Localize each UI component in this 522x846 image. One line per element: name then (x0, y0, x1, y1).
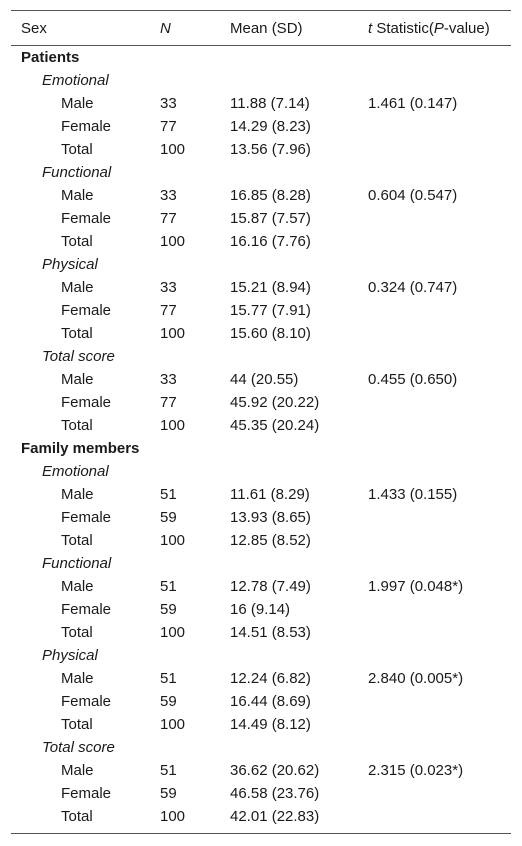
mean-sd-cell: 45.35 (20.24) (230, 417, 320, 434)
n-cell: 100 (160, 808, 186, 825)
mean-sd-cell: 42.01 (22.83) (230, 808, 320, 825)
n-cell: 100 (160, 532, 186, 549)
n-cell: 51 (160, 670, 177, 687)
table-row (11, 759, 511, 782)
sex-cell: Total (61, 325, 93, 342)
mean-sd-cell: 13.56 (7.96) (230, 141, 311, 158)
sex-cell: Female (61, 302, 112, 319)
table-bottom-rule (11, 833, 511, 834)
header-t-end: -value) (443, 20, 490, 37)
table-row (11, 115, 511, 138)
n-cell: 100 (160, 233, 186, 250)
mean-sd-cell: 13.93 (8.65) (230, 509, 311, 526)
table-header-row (11, 17, 511, 40)
n-cell: 33 (160, 95, 177, 112)
domain-row (11, 644, 511, 667)
table-row (11, 598, 511, 621)
n-cell: 59 (160, 785, 177, 802)
sex-cell: Female (61, 394, 112, 411)
domain-row (11, 345, 511, 368)
table-row (11, 184, 511, 207)
mean-sd-cell: 36.62 (20.62) (230, 762, 320, 779)
sex-cell: Male (61, 762, 94, 779)
n-cell: 59 (160, 509, 177, 526)
group-label: Patients (21, 49, 80, 66)
sex-cell: Male (61, 187, 94, 204)
n-cell: 59 (160, 601, 177, 618)
table-top-rule (11, 10, 511, 11)
header-t-italic: t (368, 20, 373, 37)
domain-label: Emotional (42, 72, 109, 89)
sex-cell: Total (61, 233, 93, 250)
sex-cell: Female (61, 693, 112, 710)
mean-sd-cell: 15.21 (8.94) (230, 279, 311, 296)
sex-cell: Female (61, 118, 112, 135)
sex-cell: Female (61, 210, 112, 227)
table-row (11, 322, 511, 345)
domain-label: Emotional (42, 463, 109, 480)
domain-label: Physical (42, 647, 98, 664)
table-row (11, 782, 511, 805)
t-statistic-cell: 0.604 (0.547) (368, 187, 458, 204)
table-row (11, 230, 511, 253)
mean-sd-cell: 16.44 (8.69) (230, 693, 311, 710)
n-cell: 77 (160, 118, 177, 135)
table-row (11, 299, 511, 322)
table-row (11, 276, 511, 299)
sex-cell: Male (61, 670, 94, 687)
mean-sd-cell: 12.24 (6.82) (230, 670, 311, 687)
sex-cell: Male (61, 486, 94, 503)
sex-cell: Total (61, 417, 93, 434)
sex-cell: Total (61, 141, 93, 158)
domain-row (11, 253, 511, 276)
mean-sd-cell: 16.85 (8.28) (230, 187, 311, 204)
mean-sd-cell: 11.88 (7.14) (230, 95, 310, 112)
domain-label: Functional (42, 555, 112, 572)
table-row (11, 667, 511, 690)
n-cell: 59 (160, 693, 177, 710)
mean-sd-cell: 14.29 (8.23) (230, 118, 311, 135)
sex-cell: Total (61, 716, 93, 733)
t-statistic-cell: 0.324 (0.747) (368, 279, 458, 296)
domain-row (11, 460, 511, 483)
sex-cell: Female (61, 785, 112, 802)
sex-cell: Male (61, 371, 94, 388)
mean-sd-cell: 15.77 (7.91) (230, 302, 311, 319)
mean-sd-cell: 14.51 (8.53) (230, 624, 311, 641)
n-cell: 100 (160, 716, 186, 733)
domain-label: Total score (42, 348, 115, 365)
header-t-statistic (368, 17, 490, 40)
mean-sd-cell: 16.16 (7.76) (230, 233, 311, 250)
n-cell: 77 (160, 394, 177, 411)
n-cell: 33 (160, 279, 177, 296)
sex-cell: Female (61, 601, 112, 618)
table-row (11, 138, 511, 161)
group-label: Family members (21, 440, 140, 457)
n-cell: 77 (160, 302, 177, 319)
n-cell: 33 (160, 371, 177, 388)
domain-row (11, 552, 511, 575)
mean-sd-cell: 11.61 (8.29) (230, 486, 310, 503)
n-cell: 100 (160, 624, 186, 641)
sex-cell: Male (61, 95, 94, 112)
domain-label: Physical (42, 256, 98, 273)
table-row (11, 368, 511, 391)
n-cell: 100 (160, 141, 186, 158)
n-cell: 100 (160, 417, 186, 434)
domain-row (11, 736, 511, 759)
sex-cell: Male (61, 279, 94, 296)
mean-sd-cell: 12.78 (7.49) (230, 578, 311, 595)
n-cell: 77 (160, 210, 177, 227)
mean-sd-cell: 44 (20.55) (230, 371, 299, 388)
n-cell: 51 (160, 762, 177, 779)
t-statistic-cell: 1.461 (0.147) (368, 95, 458, 112)
header-sex: Sex (21, 20, 47, 37)
sex-cell: Total (61, 808, 93, 825)
table-row (11, 690, 511, 713)
group-row (11, 46, 511, 69)
mean-sd-cell: 12.85 (8.52) (230, 532, 311, 549)
t-statistic-cell: 2.840 (0.005*) (368, 670, 464, 687)
group-row (11, 437, 511, 460)
table-row (11, 92, 511, 115)
domain-row (11, 161, 511, 184)
header-t-mid: Statistic( (372, 20, 434, 37)
n-cell: 100 (160, 325, 186, 342)
mean-sd-cell: 15.60 (8.10) (230, 325, 311, 342)
domain-label: Total score (42, 739, 115, 756)
table-row (11, 805, 511, 828)
sex-cell: Total (61, 532, 93, 549)
t-statistic-cell: 1.997 (0.048*) (368, 578, 464, 595)
n-cell: 51 (160, 578, 177, 595)
header-mean-sd: Mean (SD) (230, 20, 303, 37)
table-row (11, 529, 511, 552)
mean-sd-cell: 46.58 (23.76) (230, 785, 320, 802)
table-row (11, 575, 511, 598)
table-row (11, 391, 511, 414)
header-p-italic: P (433, 20, 444, 37)
table-row (11, 621, 511, 644)
mean-sd-cell: 15.87 (7.57) (230, 210, 311, 227)
t-statistic-cell: 1.433 (0.155) (368, 486, 458, 503)
table-row (11, 713, 511, 736)
sex-cell: Male (61, 578, 94, 595)
table-row (11, 506, 511, 529)
t-statistic-cell: 2.315 (0.023*) (368, 762, 464, 779)
n-cell: 33 (160, 187, 177, 204)
mean-sd-cell: 45.92 (20.22) (230, 394, 320, 411)
mean-sd-cell: 14.49 (8.12) (230, 716, 311, 733)
table-row (11, 414, 511, 437)
domain-row (11, 69, 511, 92)
header-n: N (160, 20, 171, 37)
domain-label: Functional (42, 164, 112, 181)
n-cell: 51 (160, 486, 177, 503)
table-row (11, 207, 511, 230)
t-statistic-cell: 0.455 (0.650) (368, 371, 458, 388)
mean-sd-cell: 16 (9.14) (230, 601, 291, 618)
sex-cell: Total (61, 624, 93, 641)
table-row (11, 483, 511, 506)
sex-cell: Female (61, 509, 112, 526)
